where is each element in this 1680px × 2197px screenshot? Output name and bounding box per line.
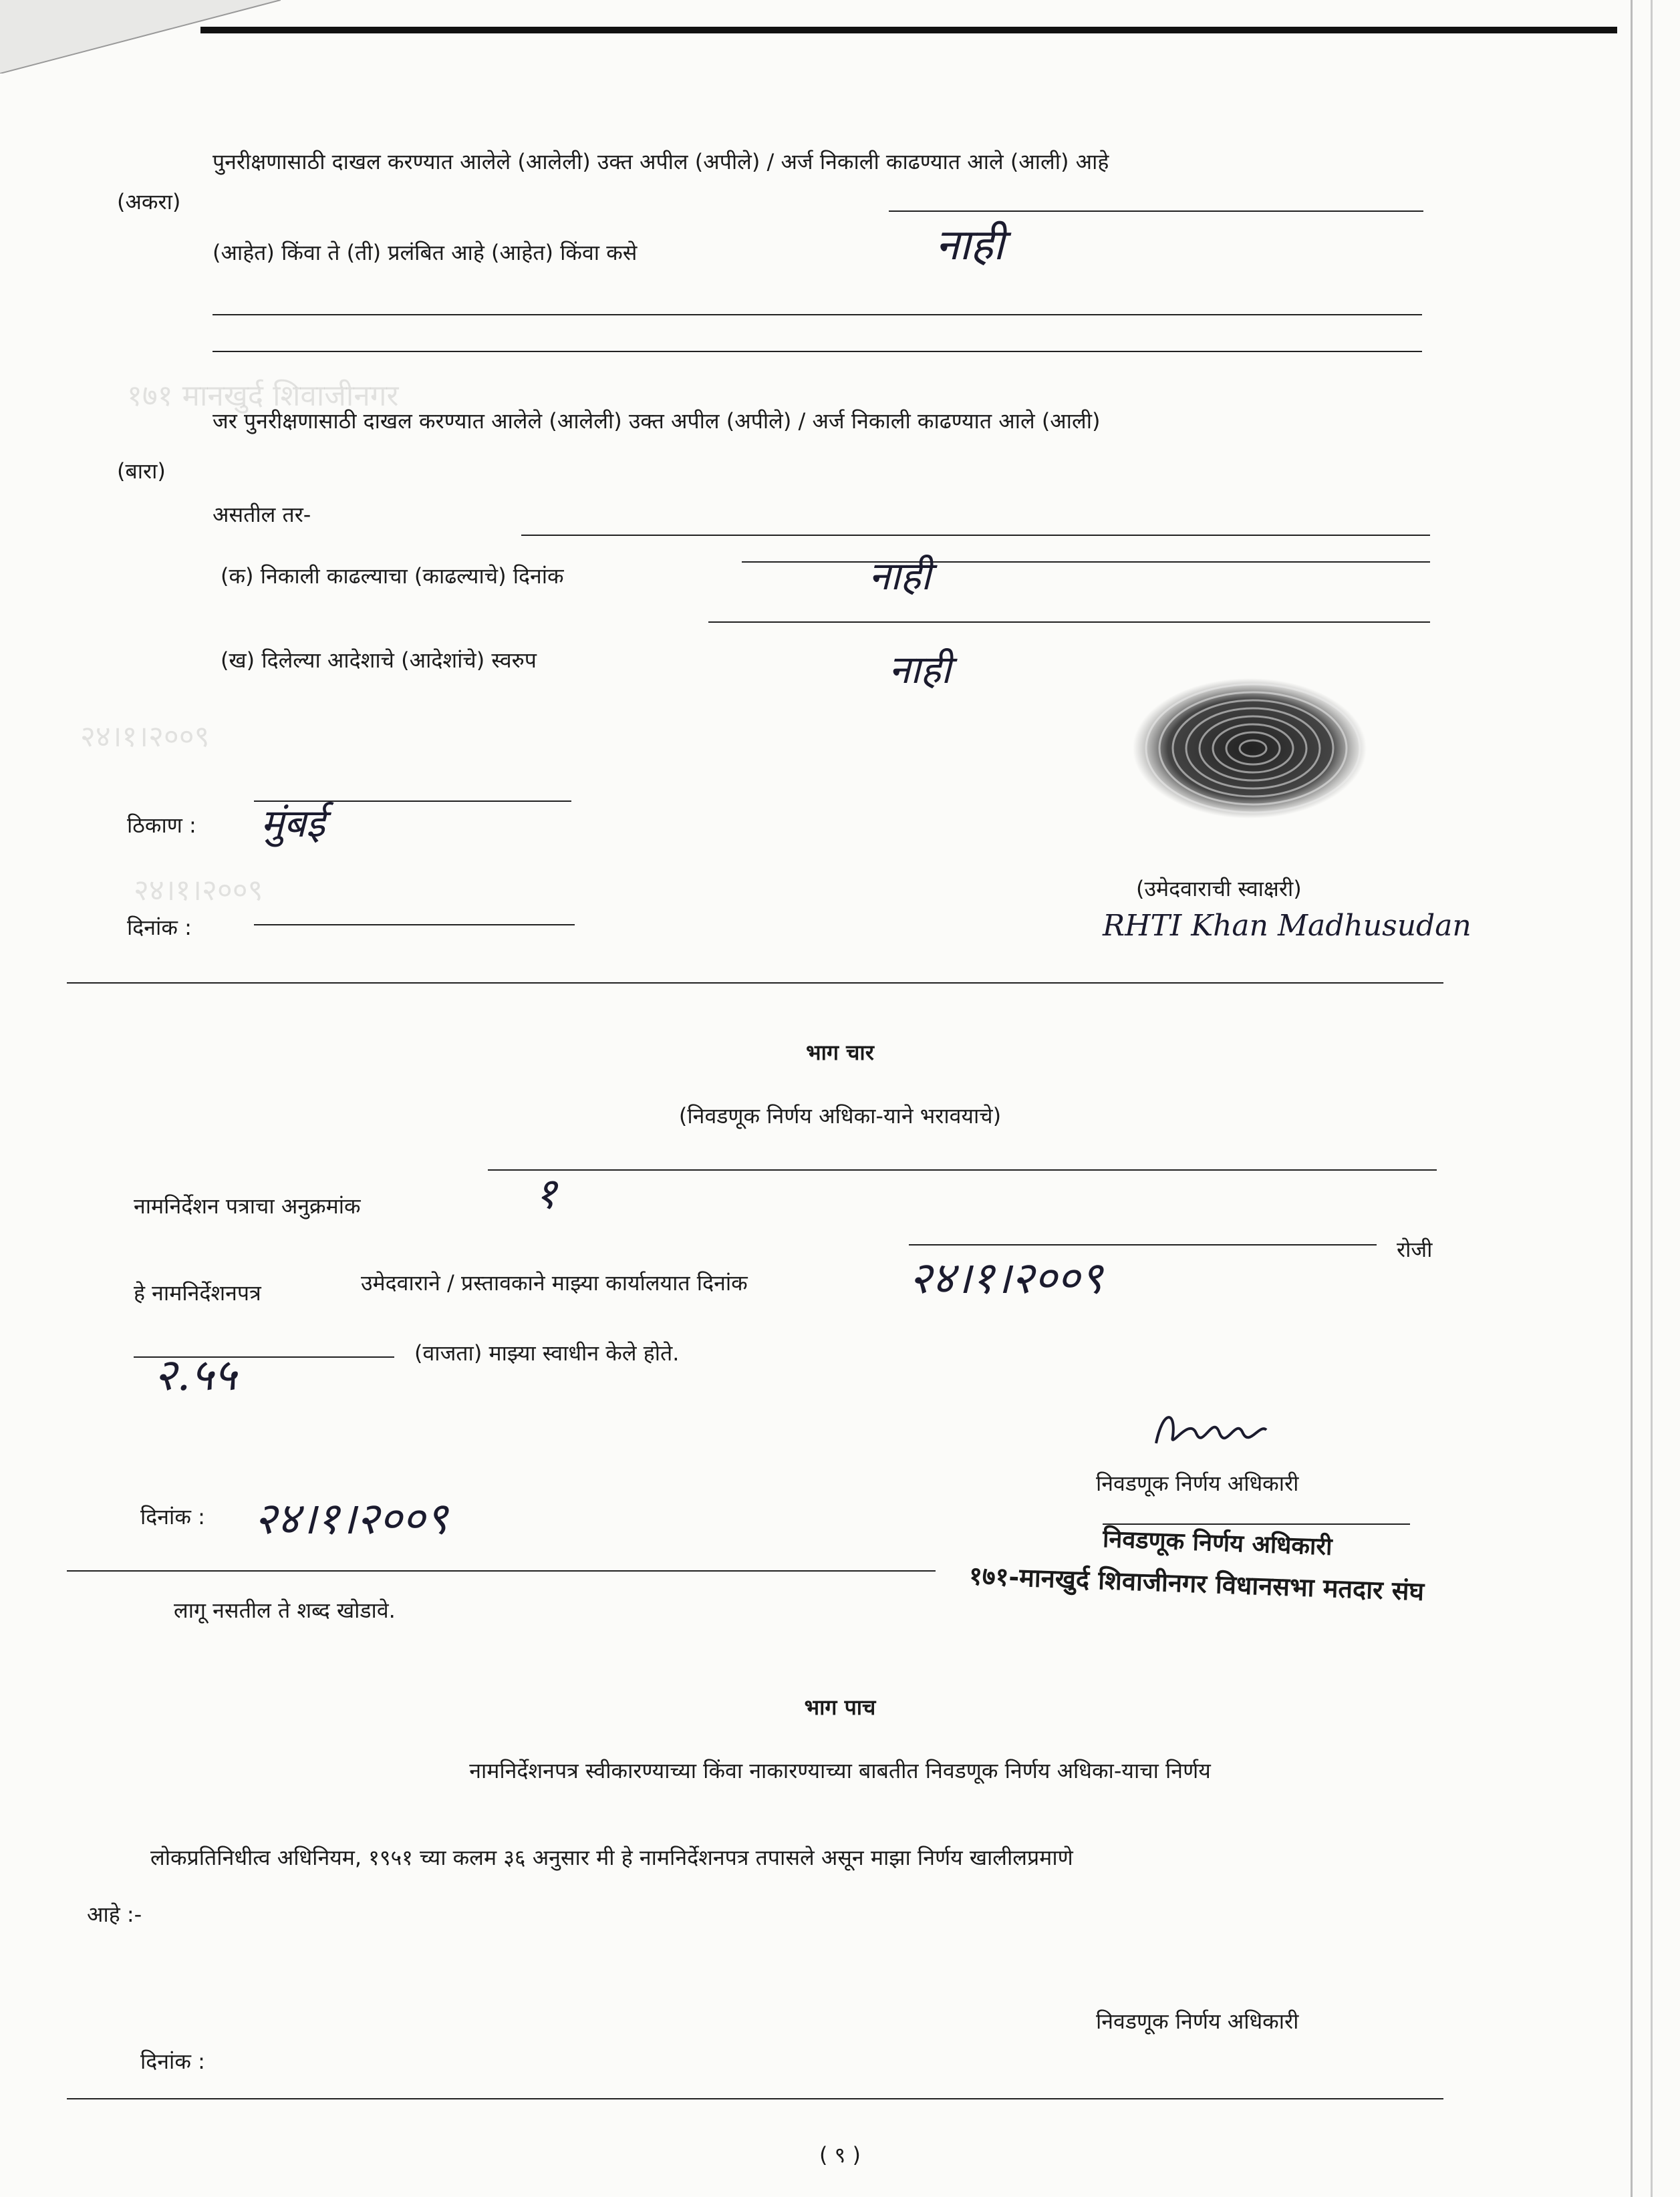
place-value: मुंबई	[261, 800, 325, 846]
serial-value: १	[535, 1169, 557, 1219]
part-five-body-line1: लोकप्रतिनिधीत्व अधिनियम, १९५१ च्या कलम ३६ अनुसार मी हे नामनिर्देशनपत्र तपासले असून माझा निर्णय खालीलप्रमाणे	[150, 1845, 1073, 1870]
time-value: २.५५	[154, 1349, 237, 1401]
item-k-answer-line	[742, 561, 1430, 563]
candidate-signature: RHTI Khan Madhusudan	[1103, 909, 1472, 943]
scan-right-edge-2	[1651, 0, 1653, 2197]
part-twelve-label: (बारा)	[117, 458, 166, 484]
part-five-subheading: नामनिर्देशनपत्र स्वीकारण्याच्या किंवा नाकारण्याच्या बाबतीत निवडणूक निर्णय अधिका-याचा निर्णय	[469, 1758, 1211, 1783]
thumbprint-image	[1129, 675, 1370, 822]
part-eleven-line-blank	[213, 314, 1422, 315]
time-line	[134, 1356, 394, 1358]
part-five-heading: भाग पाच	[804, 1695, 876, 1720]
bleed-through: २४।१।२००९	[134, 873, 263, 907]
serial-label: नामनिर्देशन पत्राचा अनुक्रमांक	[134, 1193, 361, 1219]
part-twelve-line1: जर पुनरीक्षणासाठी दाखल करण्यात आलेले (आलेली) उक्त अपील (अपीले) / अर्ज निकाली काढण्यात आले (आली)	[213, 408, 1101, 434]
page-number: ( ९ )	[819, 2142, 861, 2168]
official-stamp-line2: १७१-मानखुर्द शिवाजीनगर विधानसभा मतदार संघ	[968, 1561, 1425, 1606]
officer-initials-signature	[1149, 1403, 1270, 1457]
candidate-date-label: दिनांक :	[127, 915, 192, 940]
part-four-date-label: दिनांक :	[140, 1504, 205, 1529]
filed-by-label: हे नामनिर्देशनपत्र	[134, 1280, 261, 1306]
officer-signature-label: निवडणूक निर्णय अधिकारी	[1096, 1471, 1299, 1496]
stamp-underline	[1103, 1523, 1410, 1525]
filed-date-value: २४।१।२००९	[909, 1252, 1103, 1304]
filed-by-text: उमेदवाराने / प्रस्तावकाने माझ्या कार्यालयात दिनांक	[361, 1270, 748, 1296]
part-four-subheading: (निवडणूक निर्णय अधिका-याने भरावयाचे)	[678, 1103, 1002, 1129]
item-kh-label: (ख) दिलेल्या आदेशाचे (आदेशांचे) स्वरुप	[221, 647, 537, 673]
filed-date-line	[909, 1244, 1377, 1246]
serial-line	[488, 1169, 1437, 1171]
footnote: लागू नसतील ते शब्द खोडावे.	[174, 1598, 396, 1623]
candidate-date-line	[254, 924, 575, 925]
roji-label: रोजी	[1397, 1237, 1433, 1262]
part-eleven-label: (अकरा)	[117, 189, 181, 214]
part-five-body-line2: आहे :-	[87, 1902, 142, 1927]
time-text: (वाजता) माझ्या स्वाधीन केले होते.	[414, 1340, 680, 1366]
part-four-heading: भाग चार	[806, 1040, 874, 1065]
item-kh-answer-line	[708, 621, 1430, 623]
part-five-officer-label: निवडणूक निर्णय अधिकारी	[1096, 2009, 1299, 2034]
part-eleven-answer-line	[889, 210, 1423, 212]
section-divider	[67, 1570, 936, 1572]
part-eleven-line1: पुनरीक्षणासाठी दाखल करण्यात आलेले (आलेली) उक्त अपील (अपीले) / अर्ज निकाली काढण्यात आले (आली) आहे	[213, 149, 1109, 174]
place-label: ठिकाण :	[127, 813, 196, 838]
scan-right-edge	[1631, 0, 1633, 2197]
section-divider	[67, 982, 1443, 984]
part-twelve-blank-line	[521, 535, 1430, 536]
scan-top-edge	[200, 27, 1617, 33]
candidate-signature-label: (उमेदवाराची स्वाक्षरी)	[1136, 876, 1302, 901]
part-eleven-line-blank	[213, 351, 1422, 352]
section-divider	[67, 2098, 1443, 2099]
part-eleven-answer: नाही	[936, 221, 1004, 270]
folded-corner	[0, 0, 281, 74]
bleed-through: २४।१।२००९	[80, 720, 210, 754]
part-five-date-label: दिनांक :	[140, 2049, 205, 2074]
part-eleven-line2: (आहेत) किंवा ते (ती) प्रलंबित आहे (आहेत) किंवा कसे	[213, 240, 638, 265]
part-twelve-line2: असतील तर-	[213, 502, 311, 527]
item-kh-answer: नाही	[889, 647, 952, 692]
item-k-answer: नाही	[869, 553, 932, 599]
item-k-label: (क) निकाली काढल्याचा (काढल्याचे) दिनांक	[221, 563, 564, 589]
part-four-date-value: २४।१।२००९	[254, 1493, 448, 1544]
bleed-through: १७१ मानखुर्द शिवाजीनगर	[127, 379, 399, 413]
official-stamp-line1: निवडणूक निर्णय अधिकारी	[1102, 1525, 1333, 1561]
